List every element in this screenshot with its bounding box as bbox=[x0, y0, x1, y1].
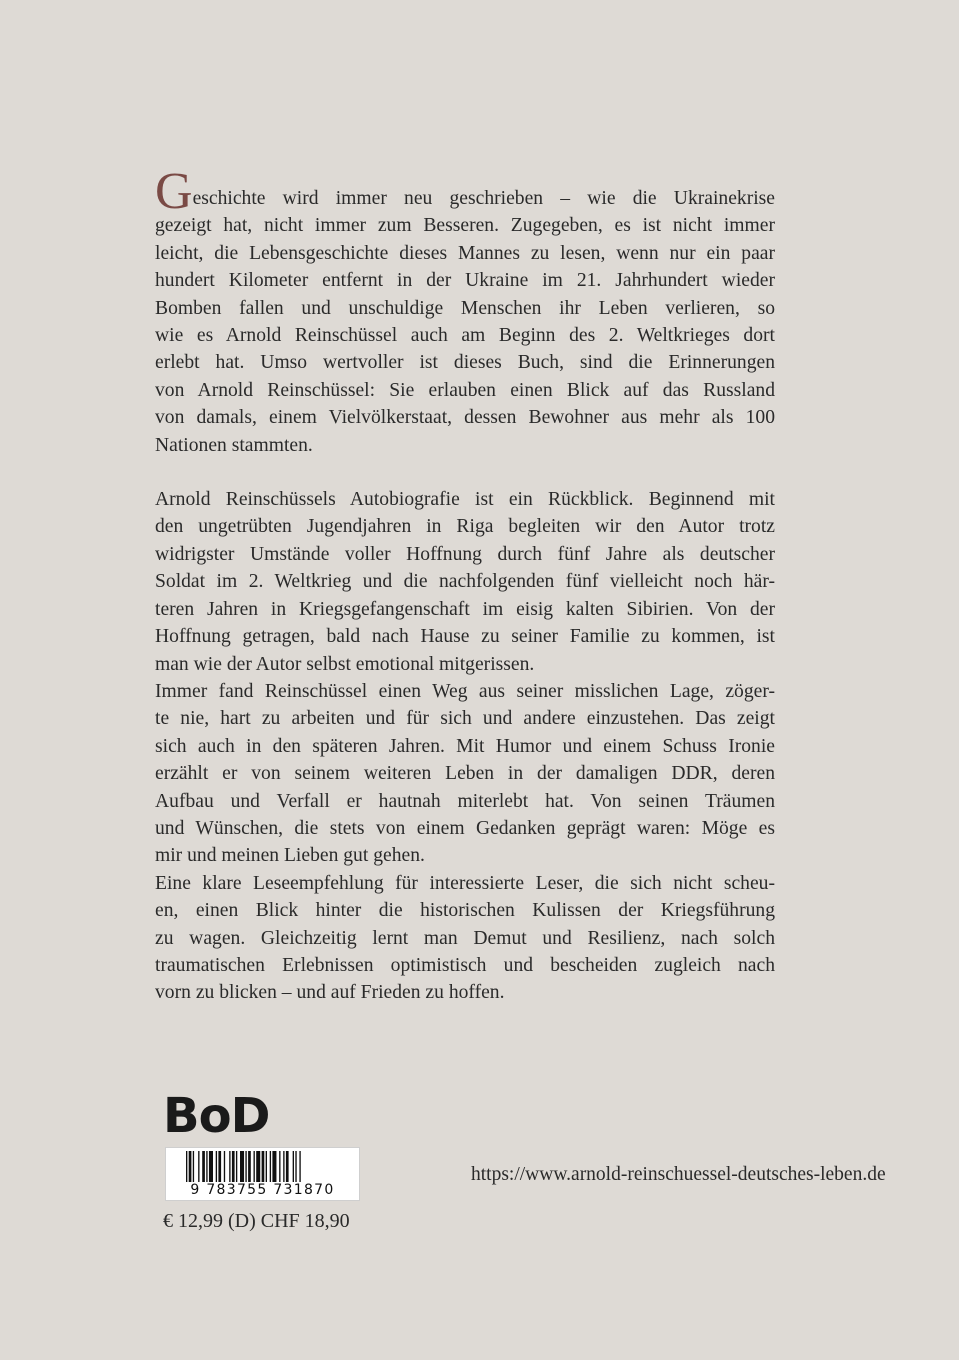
barcode-bar bbox=[202, 1151, 205, 1183]
barcode-bar bbox=[283, 1151, 284, 1183]
dropcap-letter: G bbox=[155, 163, 193, 220]
barcode-bar bbox=[279, 1151, 280, 1183]
blurb-line: von Arnold Reinschüssel: Sie erlauben einen Blick auf das Russland bbox=[155, 379, 775, 401]
blurb-line: Eine klare Leseempfehlung für interessierte Leser, die sich nicht scheu- bbox=[155, 872, 775, 894]
blurb-line: widrigster Umstände voller Hoffnung durch fünf Jahre als deutscher bbox=[155, 543, 775, 565]
blurb-line: von damals, einem Vielvölkerstaat, dessen Bewohner aus mehr als 100 bbox=[155, 407, 775, 429]
website-link[interactable]: https://www.arnold-reinschuessel-deutsches-leben.de bbox=[471, 1164, 886, 1185]
blurb-line: te nie, hart zu arbeiten und für sich und andere einzustehen. Das zeigt bbox=[155, 708, 775, 730]
barcode-bar bbox=[256, 1151, 260, 1183]
blurb-line: sich auch in den späteren Jahren. Mit Humor und einem Schuss Ironie bbox=[155, 735, 775, 757]
blurb-line: Immer fand Reinschüssel einen Weg aus seiner misslichen Lage, zöger- bbox=[155, 680, 775, 702]
barcode-bar bbox=[189, 1151, 192, 1183]
blurb-line: Bomben fallen und unschuldige Menschen ihr Leben verlieren, so bbox=[155, 297, 775, 319]
barcode-bar bbox=[232, 1151, 235, 1183]
blurb-line: Soldat im 2. Weltkrieg und die nachfolgenden fünf vielleicht noch här- bbox=[155, 571, 775, 593]
blurb-line: teren Jahren in Kriegsgefangenschaft im eisig kalten Sibirien. Von der bbox=[155, 598, 775, 620]
barcode-bar bbox=[262, 1151, 265, 1183]
blurb-line: hundert Kilometer entfernt in der Ukraine im 21. Jahrhundert wieder bbox=[155, 270, 775, 292]
paragraph-2 bbox=[155, 486, 775, 678]
barcode-bar bbox=[198, 1151, 199, 1183]
blurb-line: en, einen Blick hinter die historischen Kulissen der Kriegsführung bbox=[155, 900, 775, 922]
blurb-line: Nationen stammten. bbox=[155, 434, 313, 456]
barcode-bar bbox=[270, 1151, 271, 1183]
barcode-bar bbox=[186, 1151, 187, 1183]
barcode-bar bbox=[206, 1151, 207, 1183]
blurb-line: Hoffnung getragen, bald nach Hause zu seiner Familie zu kommen, ist bbox=[155, 626, 775, 648]
paragraph-spacer bbox=[155, 459, 775, 486]
blurb-line: mir und meinen Lieben gut gehen. bbox=[155, 845, 425, 867]
blurb-line: traumatischen Erlebnissen optimistisch und bescheiden zugleich nach bbox=[155, 954, 775, 976]
barcode-bar bbox=[272, 1151, 276, 1183]
blurb-line: den ungetrübten Jugendjahren in Riga begleiten wir den Autor trotz bbox=[155, 516, 775, 538]
barcode-bar bbox=[266, 1151, 267, 1183]
price-label: € 12,99 (D) CHF 18,90 bbox=[163, 1210, 350, 1232]
barcode-bar bbox=[209, 1151, 213, 1183]
isbn-digits: 9 783755 731870 bbox=[168, 1182, 357, 1198]
blurb-line: und Wünschen, die stets von einem Gedanken geprägt waren: Möge es bbox=[155, 817, 775, 839]
barcode-bar bbox=[218, 1151, 221, 1183]
blurb-line: erlebt hat. Umso wertvoller ist dieses Buch, sind die Erinnerungen bbox=[155, 352, 775, 374]
barcode-bar bbox=[299, 1151, 300, 1183]
back-cover-blurb bbox=[155, 163, 775, 1007]
publisher-logo: BoD bbox=[163, 1088, 270, 1144]
barcode-bar bbox=[295, 1151, 296, 1183]
blurb-line: erzählt er von seinem weiteren Leben in der damaligen DDR, deren bbox=[155, 763, 775, 785]
barcode-bar bbox=[286, 1151, 289, 1183]
barcode-bar bbox=[254, 1151, 255, 1183]
barcode-bar bbox=[293, 1151, 294, 1183]
blurb-line: zu wagen. Gleichzeitig lernt man Demut und Resilienz, nach solch bbox=[155, 927, 775, 949]
barcode-bar bbox=[245, 1151, 246, 1183]
paragraph-1 bbox=[155, 163, 775, 459]
blurb-line: man wie der Autor selbst emotional mitgerissen. bbox=[155, 653, 535, 675]
barcode-bar bbox=[248, 1151, 251, 1183]
blurb-line: vorn zu blicken – und auf Frieden zu hoffen. bbox=[155, 982, 505, 1004]
blurb-line: leicht, die Lebensgeschichte dieses Mannes zu lesen, wenn nur ein paar bbox=[155, 242, 775, 264]
paragraph-3 bbox=[155, 678, 775, 870]
barcode-bar bbox=[224, 1151, 225, 1183]
blurb-line: gezeigt hat, nicht immer zum Besseren. Zugegeben, es ist nicht immer bbox=[155, 215, 775, 237]
isbn-barcode bbox=[165, 1147, 360, 1201]
barcode-bar bbox=[193, 1151, 194, 1183]
paragraph-4 bbox=[155, 870, 775, 1007]
blurb-line: eschichte wird immer neu geschrieben – wie die Ukrainekrise bbox=[192, 188, 775, 209]
blurb-line: Aufbau und Verfall er hautnah miterlebt hat. Von seinen Träumen bbox=[155, 790, 775, 812]
barcode-bar bbox=[229, 1151, 230, 1183]
blurb-line: wie es Arnold Reinschüssel auch am Beginn des 2. Weltkrieges dort bbox=[155, 325, 775, 347]
blurb-line: Arnold Reinschüssels Autobiografie ist ein Rückblick. Beginnend mit bbox=[155, 489, 775, 511]
barcode-bar bbox=[236, 1151, 237, 1183]
barcode-bar bbox=[240, 1151, 244, 1183]
barcode-bar bbox=[216, 1151, 217, 1183]
